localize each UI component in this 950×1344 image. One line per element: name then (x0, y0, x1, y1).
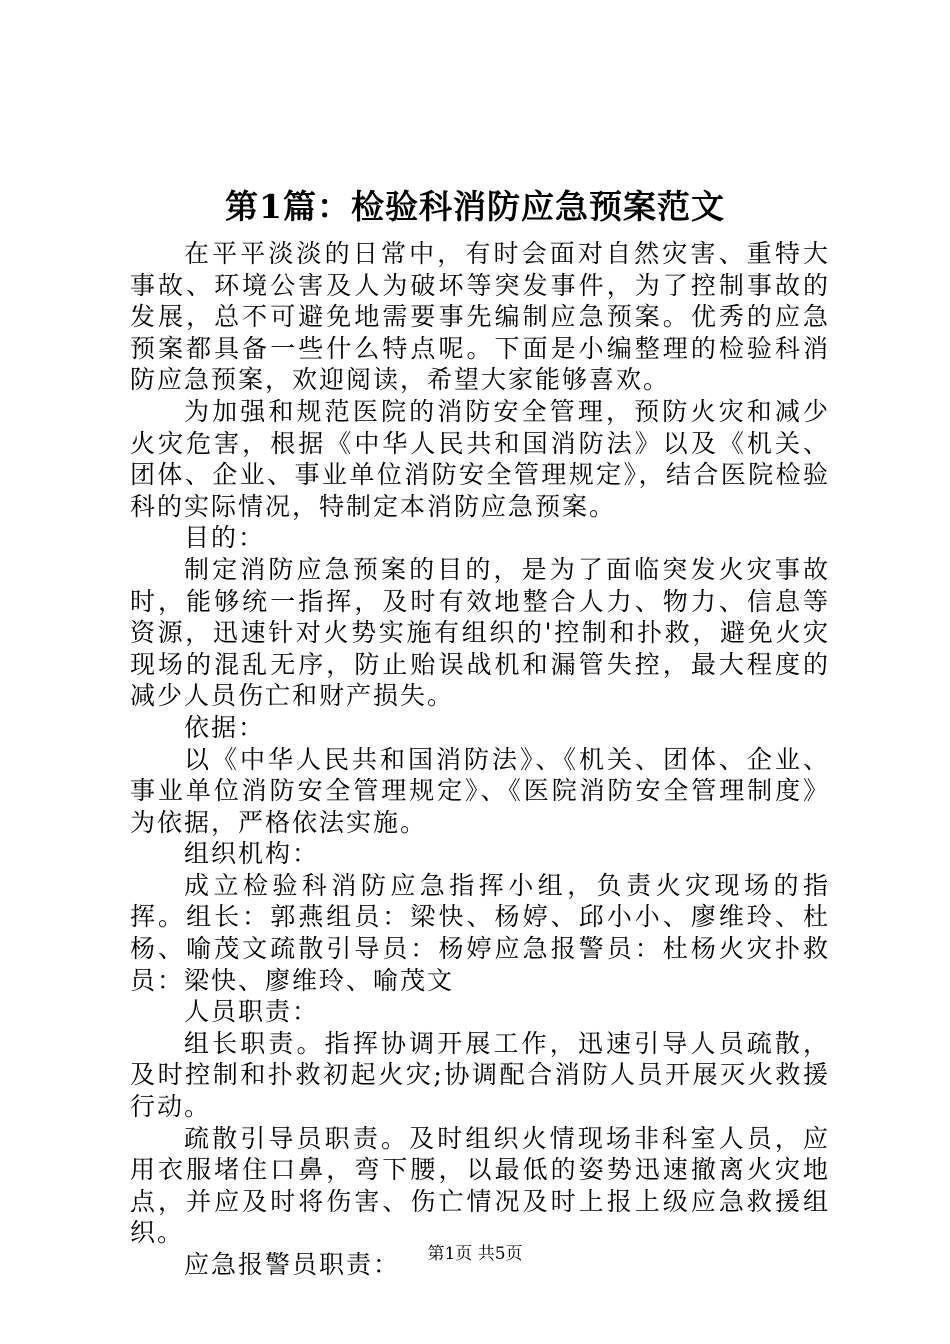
paragraph-purpose-statement: 为加强和规范医院的消防安全管理，预防火灾和减少火灾危害，根据《中华人民共和国消防法》以及《机关、团体、企业、事业单位消防安全管理规定》，结合医院检验科的实际情况，特制定本消防应急预案。 (130, 396, 830, 521)
paragraph-leader-duties: 组长职责。指挥协调开展工作，迅速引导人员疏散，及时控制和扑救初起火灾;协调配合消防人员开展灭火救援行动。 (130, 1028, 830, 1122)
paragraph-evacuation-duties: 疏散引导员职责。及时组织火情现场非科室人员，应用衣服堵住口鼻，弯下腰，以最低的姿势迅速撤离火灾地点，并应及时将伤害、伤亡情况及时上报上级应急救援组织。 (130, 1123, 830, 1248)
document-title: 第1篇：检验科消防应急预案范文 (225, 187, 725, 226)
heading-basis: 依据： (184, 712, 266, 742)
heading-goal: 目的： (184, 523, 266, 553)
paragraph-goal: 制定消防应急预案的目的，是为了面临突发火灾事故时，能够统一指挥，及时有效地整合人力、物力、信息等资源，迅速针对火势实施有组织的'控制和扑救，避免火灾现场的混乱无序，防止贻误战机和漏管失控，最大程度的减少人员伤亡和财产损失。 (130, 554, 830, 711)
document-body (130, 238, 830, 1281)
paragraph-organization: 成立检验科消防应急指挥小组，负责火灾现场的指挥。组长：郭燕组员：梁快、杨婷、邱小小、廖维玲、杜杨、喻茂文疏散引导员：杨婷应急报警员：杜杨火灾扑救员：梁快、廖维玲、喻茂文 (130, 870, 830, 995)
heading-organization: 组织机构： (184, 839, 320, 869)
paragraph-intro: 在平平淡淡的日常中，有时会面对自然灾害、重特大事故、环境公害及人为破坏等突发事件，为了控制事故的发展，总不可避免地需要事先编制应急预案。优秀的应急预案都具备一些什么特点呢。下面是小编整理的检验科消防应急预案，欢迎阅读，希望大家能够喜欢。 (130, 239, 830, 395)
heading-duties: 人员职责： (184, 997, 320, 1027)
page-footer: 第1页 共5页 (427, 1244, 523, 1264)
paragraph-alarm-duties: 应急报警员职责： (184, 1250, 401, 1279)
paragraph-basis: 以《中华人民共和国消防法》、《机关、团体、企业、事业单位消防安全管理规定》、《医院消防安全管理制度》为依据，严格依法实施。 (130, 744, 830, 837)
